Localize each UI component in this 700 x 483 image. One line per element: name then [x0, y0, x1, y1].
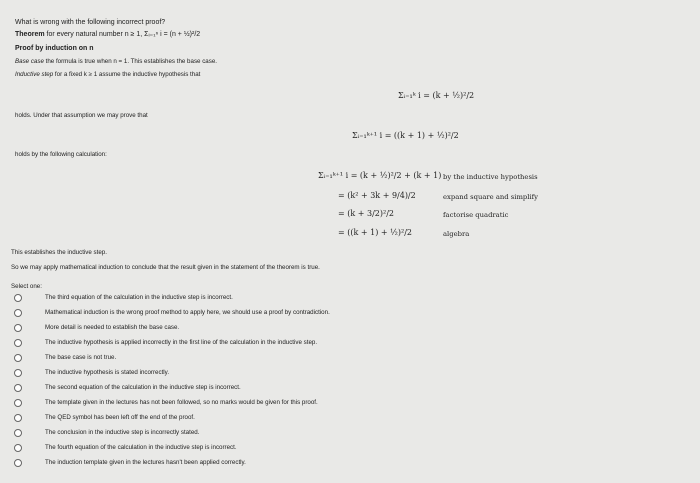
base-case-label: Base case: [15, 58, 44, 65]
radio-button[interactable]: [14, 354, 22, 362]
conclusion-text: So we may apply mathematical induction to conclude that the result given in the statement of the theorem is true.: [11, 264, 320, 271]
radio-button[interactable]: [14, 294, 22, 302]
inductive-step-line: [15, 72, 200, 78]
option-11[interactable]: [14, 442, 237, 453]
radio-button[interactable]: [14, 384, 22, 392]
option-7[interactable]: [14, 382, 241, 393]
option-5[interactable]: [14, 352, 116, 363]
option-label: The inductive hypothesis is stated incorrectly.: [45, 369, 170, 376]
calc-line-1: Σᵢ₌₁ᵏ⁺¹ i = (k + ½)²/2 + (k + 1): [318, 171, 442, 180]
radio-button[interactable]: [14, 399, 22, 407]
hypothesis-formula: Σᵢ₌₁ᵏ i = (k + ½)²/2: [398, 91, 475, 100]
radio-button[interactable]: [14, 324, 22, 332]
option-label: The QED symbol has been left off the end of the proof.: [45, 414, 195, 421]
proof-line: [15, 45, 94, 52]
theorem-text: for every natural number n ≥ 1, Σᵢ₌₁ⁿ i = (n + ½)²/2: [46, 31, 201, 38]
theorem-label: Theorem: [15, 31, 45, 38]
calc-line-4: = ((k + 1) + ½)²/2: [338, 228, 412, 237]
option-1[interactable]: [14, 292, 233, 303]
holds-text: holds. Under that assumption we may prove that: [15, 112, 148, 119]
option-2[interactable]: [14, 307, 330, 318]
option-label: The base case is not true.: [45, 354, 117, 361]
option-12[interactable]: [14, 457, 246, 468]
option-8[interactable]: [14, 397, 318, 408]
option-label: More detail is needed to establish the base case.: [45, 324, 180, 331]
calc-justification-4: algebra: [443, 230, 470, 238]
option-label: The second equation of the calculation in the inductive step is incorrect.: [45, 384, 241, 391]
radio-button[interactable]: [14, 429, 22, 437]
option-9[interactable]: [14, 412, 195, 423]
option-label: The conclusion in the inductive step is incorrectly stated.: [45, 429, 200, 436]
calc-justification-1: by the inductive hypothesis: [443, 173, 538, 181]
select-one-label: Select one:: [11, 283, 42, 290]
calc-line-3: = (k + 3/2)²/2: [338, 209, 394, 218]
theorem-line: [15, 31, 200, 38]
calc-justification-2: expand square and simplify: [443, 193, 538, 201]
holds-by-text: holds by the following calculation:: [15, 151, 107, 158]
establishes-text: This establishes the inductive step.: [11, 249, 107, 256]
base-case-line: [15, 59, 217, 65]
inductive-step-text: for a fixed k ≥ 1 assume the inductive hypothesis that: [54, 71, 201, 78]
calc-line-2: = (k² + 3k + 9/4)/2: [338, 191, 416, 200]
option-6[interactable]: [14, 367, 169, 378]
option-10[interactable]: [14, 427, 199, 438]
radio-button[interactable]: [14, 414, 22, 422]
option-label: Mathematical induction is the wrong proof method to apply here, we should use a proof by contradiction.: [45, 309, 330, 316]
option-3[interactable]: [14, 322, 179, 333]
radio-button[interactable]: [14, 339, 22, 347]
proof-label: Proof: [15, 45, 34, 52]
option-label: The third equation of the calculation in the inductive step is incorrect.: [45, 294, 233, 301]
goal-formula: Σᵢ₌₁ᵏ⁺¹ i = ((k + 1) + ½)²/2: [352, 131, 459, 140]
calc-justification-3: factorise quadratic: [443, 211, 509, 219]
radio-button[interactable]: [14, 309, 22, 317]
base-case-text: the formula is true when n = 1. This establishes the base case.: [45, 58, 217, 65]
radio-button[interactable]: [14, 459, 22, 467]
option-4[interactable]: [14, 337, 317, 348]
inductive-step-label: Inductive step: [15, 71, 54, 78]
option-label: The inductive hypothesis is applied incorrectly in the first line of the calculation in the inductive step.: [45, 339, 318, 346]
option-label: The induction template given in the lectures hasn't been applied correctly.: [45, 459, 246, 466]
radio-button[interactable]: [14, 444, 22, 452]
question-text: What is wrong with the following incorrect proof?: [15, 19, 166, 26]
option-label: The template given in the lectures has not been followed, so no marks would be given for this proof.: [45, 399, 318, 406]
radio-button[interactable]: [14, 369, 22, 377]
proof-method: by induction on n: [35, 45, 94, 52]
option-label: The fourth equation of the calculation in the inductive step is incorrect.: [45, 444, 237, 451]
